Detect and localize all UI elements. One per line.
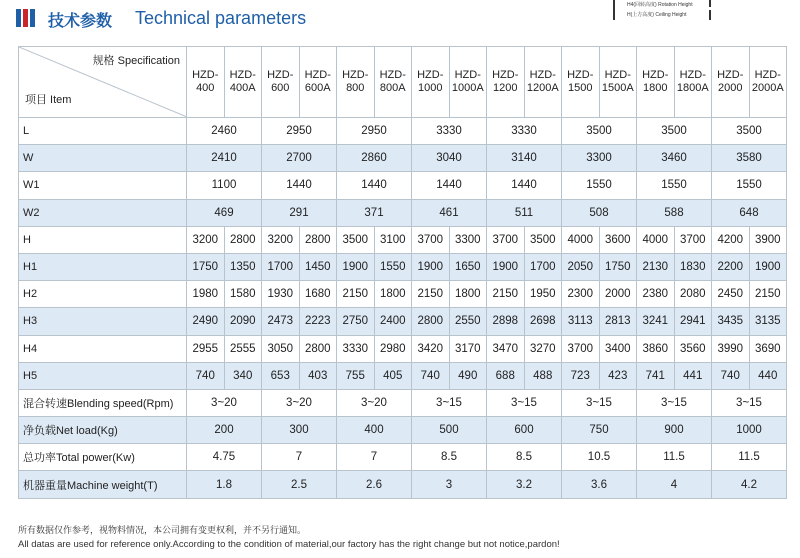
company-logo-icon (14, 6, 38, 30)
model-header-text: 600 (271, 82, 290, 94)
value-cell: 2150 (337, 281, 375, 308)
row-label: W1 (19, 172, 187, 199)
row-label: H2 (19, 281, 187, 308)
corner-spec-label: 规格 Specification (92, 55, 180, 67)
value-cell: 2223 (299, 308, 337, 335)
value-cell: 200 (187, 417, 262, 444)
value-cell: 3~20 (187, 389, 262, 416)
value-cell: 3300 (449, 226, 487, 253)
value-cell: 588 (637, 199, 712, 226)
value-cell: 1800 (374, 281, 412, 308)
value-cell: 741 (637, 362, 675, 389)
value-cell: 2800 (299, 335, 337, 362)
value-cell: 3~15 (712, 389, 787, 416)
dimension-line (709, 10, 711, 20)
value-cell: 1930 (262, 281, 300, 308)
value-cell: 3140 (487, 145, 562, 172)
value-cell: 3040 (412, 145, 487, 172)
value-cell: 488 (524, 362, 562, 389)
model-header-text: HZD- (604, 69, 631, 81)
value-cell: 2800 (299, 226, 337, 253)
value-cell: 3~20 (262, 389, 337, 416)
value-cell: 1700 (262, 253, 300, 280)
value-cell: 4.75 (187, 444, 262, 471)
model-header-text: HZD- (417, 69, 444, 81)
value-cell: 1750 (599, 253, 637, 280)
value-cell: 2698 (524, 308, 562, 335)
model-header-cell (262, 47, 300, 118)
value-cell: 3580 (712, 145, 787, 172)
value-cell: 2410 (187, 145, 262, 172)
value-cell: 3200 (187, 226, 225, 253)
value-cell: 740 (412, 362, 450, 389)
value-cell: 4000 (637, 226, 675, 253)
value-cell: 1440 (412, 172, 487, 199)
value-cell: 8.5 (487, 444, 562, 471)
value-cell: 3~15 (412, 389, 487, 416)
model-header-cell (374, 47, 412, 118)
value-cell: 1550 (712, 172, 787, 199)
value-cell: 3690 (749, 335, 787, 362)
value-cell: 3500 (337, 226, 375, 253)
value-cell: 3113 (562, 308, 600, 335)
value-cell: 461 (412, 199, 487, 226)
value-cell: 3500 (637, 118, 712, 145)
value-cell: 4 (637, 471, 712, 498)
value-cell: 740 (187, 362, 225, 389)
value-cell: 1000 (712, 417, 787, 444)
row-label: H (19, 226, 187, 253)
value-cell: 1700 (524, 253, 562, 280)
row-label: W2 (19, 199, 187, 226)
value-cell: 4000 (562, 226, 600, 253)
value-cell: 3500 (712, 118, 787, 145)
table-header-row (19, 47, 787, 118)
value-cell: 2090 (224, 308, 262, 335)
diagram-fragment (595, 0, 800, 22)
model-header-cell (187, 47, 225, 118)
dimension-line (613, 0, 615, 20)
value-cell: 1550 (637, 172, 712, 199)
value-cell: 7 (337, 444, 412, 471)
model-header-cell (487, 47, 525, 118)
model-header-text: 400 (196, 82, 215, 94)
value-cell: 3 (412, 471, 487, 498)
model-header-cell (599, 47, 637, 118)
value-cell: 3050 (262, 335, 300, 362)
footer-note-english: All datas are used for reference only.According to the condition of material,our factory has the right change but not notice,pardon! (18, 539, 560, 550)
value-cell: 3100 (374, 226, 412, 253)
value-cell: 7 (262, 444, 337, 471)
value-cell: 2050 (562, 253, 600, 280)
model-header-text: 1200A (526, 82, 559, 94)
model-header-text: 1200 (493, 82, 518, 94)
row-label: H1 (19, 253, 187, 280)
value-cell: 3400 (599, 335, 637, 362)
value-cell: 440 (749, 362, 787, 389)
model-header-text: 1000 (418, 82, 443, 94)
value-cell: 2941 (674, 308, 712, 335)
value-cell: 1450 (299, 253, 337, 280)
value-cell: 1550 (374, 253, 412, 280)
value-cell: 723 (562, 362, 600, 389)
model-header-text: HZD- (642, 69, 669, 81)
value-cell: 2300 (562, 281, 600, 308)
value-cell: 653 (262, 362, 300, 389)
value-cell: 2750 (337, 308, 375, 335)
value-cell: 11.5 (712, 444, 787, 471)
model-header-cell (449, 47, 487, 118)
model-header-cell (674, 47, 712, 118)
row-label: H3 (19, 308, 187, 335)
value-cell: 1750 (187, 253, 225, 280)
value-cell: 2380 (637, 281, 675, 308)
model-header-cell (637, 47, 675, 118)
value-cell: 1100 (187, 172, 262, 199)
table-row (19, 199, 787, 226)
row-label: 混合转速Blending speed(Rpm) (19, 389, 187, 416)
value-cell: 511 (487, 199, 562, 226)
value-cell: 3.6 (562, 471, 637, 498)
diagram-label-rotation-height: H4(回转高度) Rotation Height (627, 2, 693, 8)
model-header-text: HZD- (679, 69, 706, 81)
model-header-text: 800 (346, 82, 365, 94)
value-cell: 1900 (749, 253, 787, 280)
value-cell: 900 (637, 417, 712, 444)
value-cell: 2555 (224, 335, 262, 362)
model-header-text: 2000 (718, 82, 743, 94)
value-cell: 2150 (749, 281, 787, 308)
value-cell: 3~20 (337, 389, 412, 416)
value-cell: 3420 (412, 335, 450, 362)
model-header-text: HZD- (492, 69, 519, 81)
value-cell: 2700 (262, 145, 337, 172)
value-cell: 2400 (374, 308, 412, 335)
value-cell: 2080 (674, 281, 712, 308)
value-cell: 1350 (224, 253, 262, 280)
value-cell: 3460 (637, 145, 712, 172)
model-header-text: 2000A (751, 82, 784, 94)
model-header-text: 1000A (451, 82, 484, 94)
value-cell: 2490 (187, 308, 225, 335)
value-cell: 3330 (412, 118, 487, 145)
value-cell: 3241 (637, 308, 675, 335)
table-row (19, 335, 787, 362)
row-label: W (19, 145, 187, 172)
value-cell: 1440 (262, 172, 337, 199)
value-cell: 2473 (262, 308, 300, 335)
spec-table (18, 46, 787, 499)
model-header-text: 1500A (601, 82, 634, 94)
value-cell: 740 (712, 362, 750, 389)
value-cell: 1440 (487, 172, 562, 199)
value-cell: 648 (712, 199, 787, 226)
value-cell: 3500 (562, 118, 637, 145)
value-cell: 3~15 (637, 389, 712, 416)
value-cell: 1980 (187, 281, 225, 308)
dimension-line (709, 0, 711, 7)
value-cell: 2130 (637, 253, 675, 280)
value-cell: 3.2 (487, 471, 562, 498)
value-cell: 2150 (487, 281, 525, 308)
row-label: 机器重量Machine weight(T) (19, 471, 187, 498)
value-cell: 750 (562, 417, 637, 444)
value-cell: 490 (449, 362, 487, 389)
value-cell: 688 (487, 362, 525, 389)
value-cell: 3860 (637, 335, 675, 362)
value-cell: 340 (224, 362, 262, 389)
value-cell: 3~15 (562, 389, 637, 416)
value-cell: 2000 (599, 281, 637, 308)
value-cell: 291 (262, 199, 337, 226)
value-cell: 2800 (412, 308, 450, 335)
model-header-text: 1800A (676, 82, 709, 94)
value-cell: 1900 (412, 253, 450, 280)
title-english: Technical parameters (135, 8, 307, 28)
corner-item-label: 项目 Item (25, 94, 72, 106)
value-cell: 11.5 (637, 444, 712, 471)
value-cell: 500 (412, 417, 487, 444)
title-chinese: 技术参数 (48, 13, 113, 30)
value-cell: 1650 (449, 253, 487, 280)
value-cell: 403 (299, 362, 337, 389)
value-cell: 4.2 (712, 471, 787, 498)
value-cell: 2898 (487, 308, 525, 335)
value-cell: 2150 (412, 281, 450, 308)
model-header-text: 1800 (643, 82, 668, 94)
value-cell: 1440 (337, 172, 412, 199)
table-corner-cell (19, 47, 187, 118)
model-header-cell (299, 47, 337, 118)
model-header-text: HZD- (379, 69, 406, 81)
table-row (19, 145, 787, 172)
value-cell: 3270 (524, 335, 562, 362)
value-cell: 3700 (487, 226, 525, 253)
value-cell: 3135 (749, 308, 787, 335)
value-cell: 755 (337, 362, 375, 389)
model-header-text: HZD- (754, 69, 781, 81)
model-header-text: HZD- (567, 69, 594, 81)
model-header-text: 800A (379, 82, 406, 94)
value-cell: 2860 (337, 145, 412, 172)
value-cell: 1900 (337, 253, 375, 280)
model-header-text: HZD- (529, 69, 556, 81)
table-row (19, 444, 787, 471)
value-cell: 3330 (337, 335, 375, 362)
model-header-cell (712, 47, 750, 118)
value-cell: 2550 (449, 308, 487, 335)
table-row (19, 281, 787, 308)
table-row (19, 118, 787, 145)
model-header-text: HZD- (229, 69, 256, 81)
value-cell: 3600 (599, 226, 637, 253)
value-cell: 2.6 (337, 471, 412, 498)
value-cell: 3435 (712, 308, 750, 335)
model-header-text: HZD- (454, 69, 481, 81)
model-header-text: HZD- (717, 69, 744, 81)
row-label: 总功率Total power(Kw) (19, 444, 187, 471)
value-cell: 3170 (449, 335, 487, 362)
value-cell: 2.5 (262, 471, 337, 498)
model-header-text: 400A (229, 82, 256, 94)
model-header-cell (412, 47, 450, 118)
model-header-cell (224, 47, 262, 118)
value-cell: 2460 (187, 118, 262, 145)
value-cell: 8.5 (412, 444, 487, 471)
table-row (19, 471, 787, 498)
model-header-text: HZD- (342, 69, 369, 81)
model-header-cell (337, 47, 375, 118)
value-cell: 469 (187, 199, 262, 226)
value-cell: 2955 (187, 335, 225, 362)
table-row (19, 389, 787, 416)
model-header-cell (562, 47, 600, 118)
value-cell: 1950 (524, 281, 562, 308)
value-cell: 1830 (674, 253, 712, 280)
value-cell: 2950 (262, 118, 337, 145)
value-cell: 3560 (674, 335, 712, 362)
value-cell: 2950 (337, 118, 412, 145)
value-cell: 1680 (299, 281, 337, 308)
value-cell: 3300 (562, 145, 637, 172)
value-cell: 3700 (562, 335, 600, 362)
model-header-cell (524, 47, 562, 118)
value-cell: 300 (262, 417, 337, 444)
value-cell: 405 (374, 362, 412, 389)
value-cell: 3~15 (487, 389, 562, 416)
row-label: L (19, 118, 187, 145)
value-cell: 1550 (562, 172, 637, 199)
footer-note-chinese: 所有数据仅作参考，视物料情况，本公司拥有变更权利，并不另行通知。 (18, 525, 307, 535)
value-cell: 3500 (524, 226, 562, 253)
model-header-text: 600A (304, 82, 331, 94)
value-cell: 3700 (412, 226, 450, 253)
value-cell: 3200 (262, 226, 300, 253)
model-header-text: 1500 (568, 82, 593, 94)
table-row (19, 308, 787, 335)
model-header-cell (749, 47, 787, 118)
value-cell: 4200 (712, 226, 750, 253)
value-cell: 600 (487, 417, 562, 444)
table-row (19, 417, 787, 444)
row-label: H5 (19, 362, 187, 389)
table-row (19, 226, 787, 253)
value-cell: 2800 (224, 226, 262, 253)
value-cell: 3470 (487, 335, 525, 362)
value-cell: 3900 (749, 226, 787, 253)
value-cell: 371 (337, 199, 412, 226)
value-cell: 3700 (674, 226, 712, 253)
value-cell: 1.8 (187, 471, 262, 498)
value-cell: 2813 (599, 308, 637, 335)
value-cell: 423 (599, 362, 637, 389)
value-cell: 3990 (712, 335, 750, 362)
model-header-text: HZD- (192, 69, 219, 81)
value-cell: 2980 (374, 335, 412, 362)
row-label: 净负载Net load(Kg) (19, 417, 187, 444)
value-cell: 2450 (712, 281, 750, 308)
value-cell: 508 (562, 199, 637, 226)
diagram-label-ceiling-height: H(上方高度) Ceiling Height (627, 12, 687, 18)
table-row (19, 172, 787, 199)
value-cell: 1900 (487, 253, 525, 280)
value-cell: 441 (674, 362, 712, 389)
value-cell: 10.5 (562, 444, 637, 471)
value-cell: 2200 (712, 253, 750, 280)
model-header-text: HZD- (267, 69, 294, 81)
value-cell: 3330 (487, 118, 562, 145)
row-label: H4 (19, 335, 187, 362)
table-row (19, 362, 787, 389)
value-cell: 400 (337, 417, 412, 444)
value-cell: 1580 (224, 281, 262, 308)
model-header-text: HZD- (304, 69, 331, 81)
table-row (19, 253, 787, 280)
value-cell: 1800 (449, 281, 487, 308)
